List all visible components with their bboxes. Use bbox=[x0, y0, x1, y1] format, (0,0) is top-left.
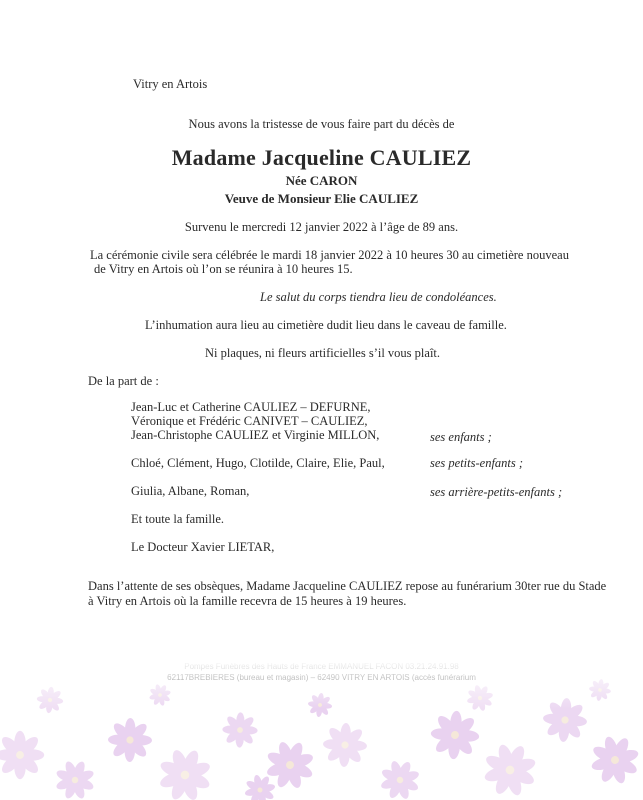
great-grandchildren-role: ses arrière-petits-enfants ; bbox=[430, 485, 563, 499]
inhumation-text: L’inhumation aura lieu au cimetière dudit lieu dans le caveau de famille. bbox=[145, 318, 507, 332]
cosmos-flowers-decoration bbox=[0, 660, 643, 800]
deceased-name: Madame Jacqueline CAULIEZ bbox=[171, 145, 472, 170]
doctor: Le Docteur Xavier LIETAR, bbox=[131, 540, 275, 554]
ceremony-line-2: de Vitry en Artois où l’on se réunira à 10 heures 15. bbox=[94, 262, 353, 276]
no-flowers-text: Ni plaques, ni fleurs artificielles s’il vous plaît. bbox=[205, 346, 441, 360]
funeral-home-line-1: Dans l’attente de ses obsèques, Madame Jacqueline CAULIEZ repose au funérarium 30ter rue du Stade bbox=[88, 579, 607, 593]
grandchildren-role: ses petits-enfants ; bbox=[430, 456, 524, 470]
children-line-3: Jean-Christophe CAULIEZ et Virginie MILLON, bbox=[131, 428, 380, 442]
grandchildren: Chloé, Clément, Hugo, Clotilde, Claire, Elie, Paul, bbox=[131, 456, 385, 470]
death-date: Survenu le mercredi 12 janvier 2022 à l’âge de 89 ans. bbox=[184, 220, 459, 234]
children-line-2: Véronique et Frédéric CANIVET – CAULIEZ, bbox=[131, 414, 368, 428]
children-line-1: Jean-Luc et Catherine CAULIEZ – DEFURNE, bbox=[131, 400, 371, 414]
great-grandchildren: Giulia, Albane, Roman, bbox=[131, 484, 250, 498]
widow-of: Veuve de Monsieur Elie CAULIEZ bbox=[224, 191, 419, 206]
funeral-home-line-2: à Vitry en Artois où la famille recevra de 15 heures à 19 heures. bbox=[88, 594, 407, 608]
intro-text: Nous avons la tristesse de vous faire part du décès de bbox=[188, 117, 455, 131]
children-role: ses enfants ; bbox=[430, 430, 492, 444]
from-label: De la part de : bbox=[88, 374, 159, 388]
ceremony-line-1: La cérémonie civile sera célébrée le mardi 18 janvier 2022 à 10 heures 30 au cimetière nouveau bbox=[90, 248, 569, 262]
location: Vitry en Artois bbox=[133, 77, 208, 91]
maiden-name: Née CARON bbox=[285, 173, 358, 188]
whole-family: Et toute la famille. bbox=[131, 512, 225, 526]
salut-text: Le salut du corps tiendra lieu de condoléances. bbox=[260, 290, 497, 304]
